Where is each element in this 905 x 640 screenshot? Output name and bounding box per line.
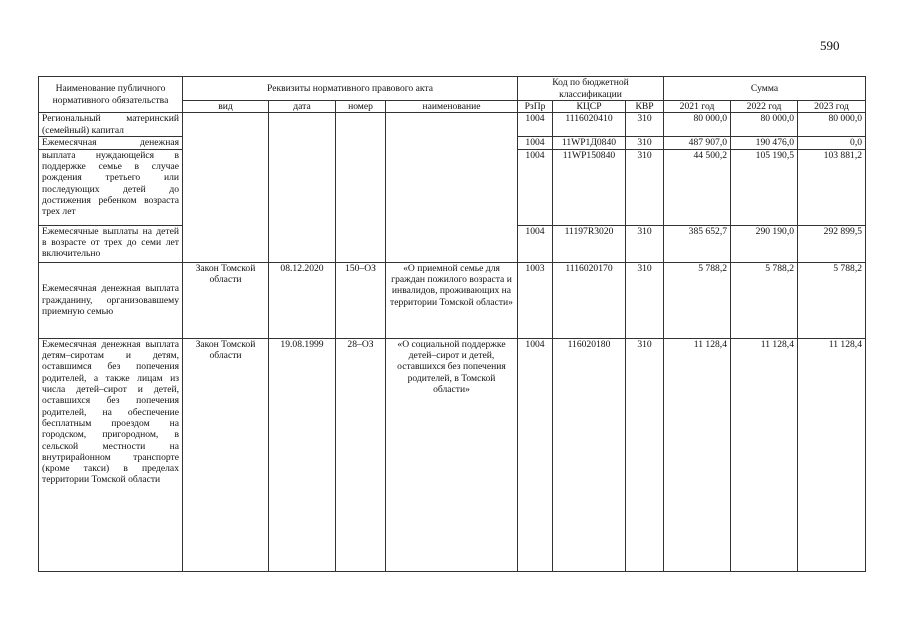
row-rzpr: 1004 bbox=[518, 338, 553, 571]
row-name: Региональный материнский (семейный) капитал bbox=[39, 113, 183, 137]
row-sum-2021: 5 788,2 bbox=[664, 262, 731, 338]
row-kcsr: 11WP150840 bbox=[553, 149, 626, 225]
row-kvr: 310 bbox=[626, 149, 664, 225]
header-number: номер bbox=[336, 101, 386, 113]
header-name: Наименование публичного нормативного обязательства bbox=[39, 77, 183, 113]
row-number: 150–ОЗ bbox=[336, 262, 386, 338]
row-sum-2021: 11 128,4 bbox=[664, 338, 731, 571]
header-kvr: КВР bbox=[626, 101, 664, 113]
row-sum-2023: 0,0 bbox=[798, 136, 866, 149]
row-rzpr: 1004 bbox=[518, 136, 553, 149]
header-2021: 2021 год bbox=[664, 101, 731, 113]
table-row bbox=[39, 113, 866, 137]
row-kvr: 310 bbox=[626, 262, 664, 338]
row-date-empty bbox=[269, 113, 336, 263]
row-sum-2022: 290 190,0 bbox=[731, 225, 798, 262]
row-sum-2021: 385 652,7 bbox=[664, 225, 731, 262]
row-sum-2022: 105 190,5 bbox=[731, 149, 798, 225]
row-kcsr: 1116020410 bbox=[553, 113, 626, 137]
row-sum-2023: 103 881,2 bbox=[798, 149, 866, 225]
row-date: 19.08.1999 bbox=[269, 338, 336, 571]
row-name: Ежемесячная денежная bbox=[39, 136, 183, 149]
header-budget-code: Код по бюджетной классификации bbox=[518, 77, 664, 101]
row-vid-empty bbox=[183, 113, 269, 263]
row-vid: Закон Томской области bbox=[183, 262, 269, 338]
header-rzpr: РзПр bbox=[518, 101, 553, 113]
row-sum-2022: 5 788,2 bbox=[731, 262, 798, 338]
row-sum-2021: 80 000,0 bbox=[664, 113, 731, 137]
row-kcsr: 11WP1Д0840 bbox=[553, 136, 626, 149]
row-kcsr: 116020180 bbox=[553, 338, 626, 571]
row-date: 08.12.2020 bbox=[269, 262, 336, 338]
row-kcsr: 1116020170 bbox=[553, 262, 626, 338]
row-rzpr: 1004 bbox=[518, 149, 553, 225]
row-kvr: 310 bbox=[626, 225, 664, 262]
header-date: дата bbox=[269, 101, 336, 113]
row-title: «О социальной поддержке детей–сирот и детей, оставшихся без попечения родителей, в Томской области» bbox=[386, 338, 518, 571]
row-rzpr: 1004 bbox=[518, 113, 553, 137]
page-number: 590 bbox=[820, 38, 840, 53]
row-sum-2022: 11 128,4 bbox=[731, 338, 798, 571]
row-name: Ежемесячная денежная выплата детям–сиротам и детям, оставшимся без попечения родителей, а также лицам из числа детей–сирот и детей, оставшихся без попечения родителей, на обеспечение бесплатным проездом на городском, пригородном, в сельской местности на внутрирайонном транспорте (кроме такси) в пределах территории Томской области bbox=[39, 338, 183, 571]
row-sum-2023: 292 899,5 bbox=[798, 225, 866, 262]
header-2022: 2022 год bbox=[731, 101, 798, 113]
row-sum-2021: 487 907,0 bbox=[664, 136, 731, 149]
row-name: Ежемесячные выплаты на детей в возрасте от трех до семи лет включительно bbox=[39, 225, 183, 262]
row-kvr: 310 bbox=[626, 136, 664, 149]
row-number: 28–ОЗ bbox=[336, 338, 386, 571]
row-rzpr: 1004 bbox=[518, 225, 553, 262]
header-title: наименование bbox=[386, 101, 518, 113]
row-kvr: 310 bbox=[626, 338, 664, 571]
header-vid: вид bbox=[183, 101, 269, 113]
row-sum-2021: 44 500,2 bbox=[664, 149, 731, 225]
row-sum-2023: 80 000,0 bbox=[798, 113, 866, 137]
header-kcsr: КЦСР bbox=[553, 101, 626, 113]
row-sum-2022: 190 476,0 bbox=[731, 136, 798, 149]
row-sum-2022: 80 000,0 bbox=[731, 113, 798, 137]
row-number-empty bbox=[336, 113, 386, 263]
row-rzpr: 1003 bbox=[518, 262, 553, 338]
row-sum-2023: 5 788,2 bbox=[798, 262, 866, 338]
row-vid: Закон Томской области bbox=[183, 338, 269, 571]
row-name: выплата нуждающейся в поддержке семье в случае рождения третьего или последующих детей до достижения ребенком возраста трех лет bbox=[39, 149, 183, 225]
row-title-empty bbox=[386, 113, 518, 263]
row-name: Ежемесячная денежная выплата гражданину, организовавшему приемную семью bbox=[39, 262, 183, 338]
row-title: «О приемной семье для граждан пожилого возраста и инвалидов, проживающих на территории Томской области» bbox=[386, 262, 518, 338]
header-row-top bbox=[39, 77, 866, 101]
row-kcsr: 11197R3020 bbox=[553, 225, 626, 262]
header-2023: 2023 год bbox=[798, 101, 866, 113]
table-row bbox=[39, 338, 866, 571]
header-requisites: Реквизиты нормативного правового акта bbox=[183, 77, 518, 101]
header-sum: Сумма bbox=[664, 77, 866, 101]
row-kvr: 310 bbox=[626, 113, 664, 137]
row-sum-2023: 11 128,4 bbox=[798, 338, 866, 571]
obligations-table bbox=[38, 76, 866, 572]
table-row bbox=[39, 262, 866, 338]
